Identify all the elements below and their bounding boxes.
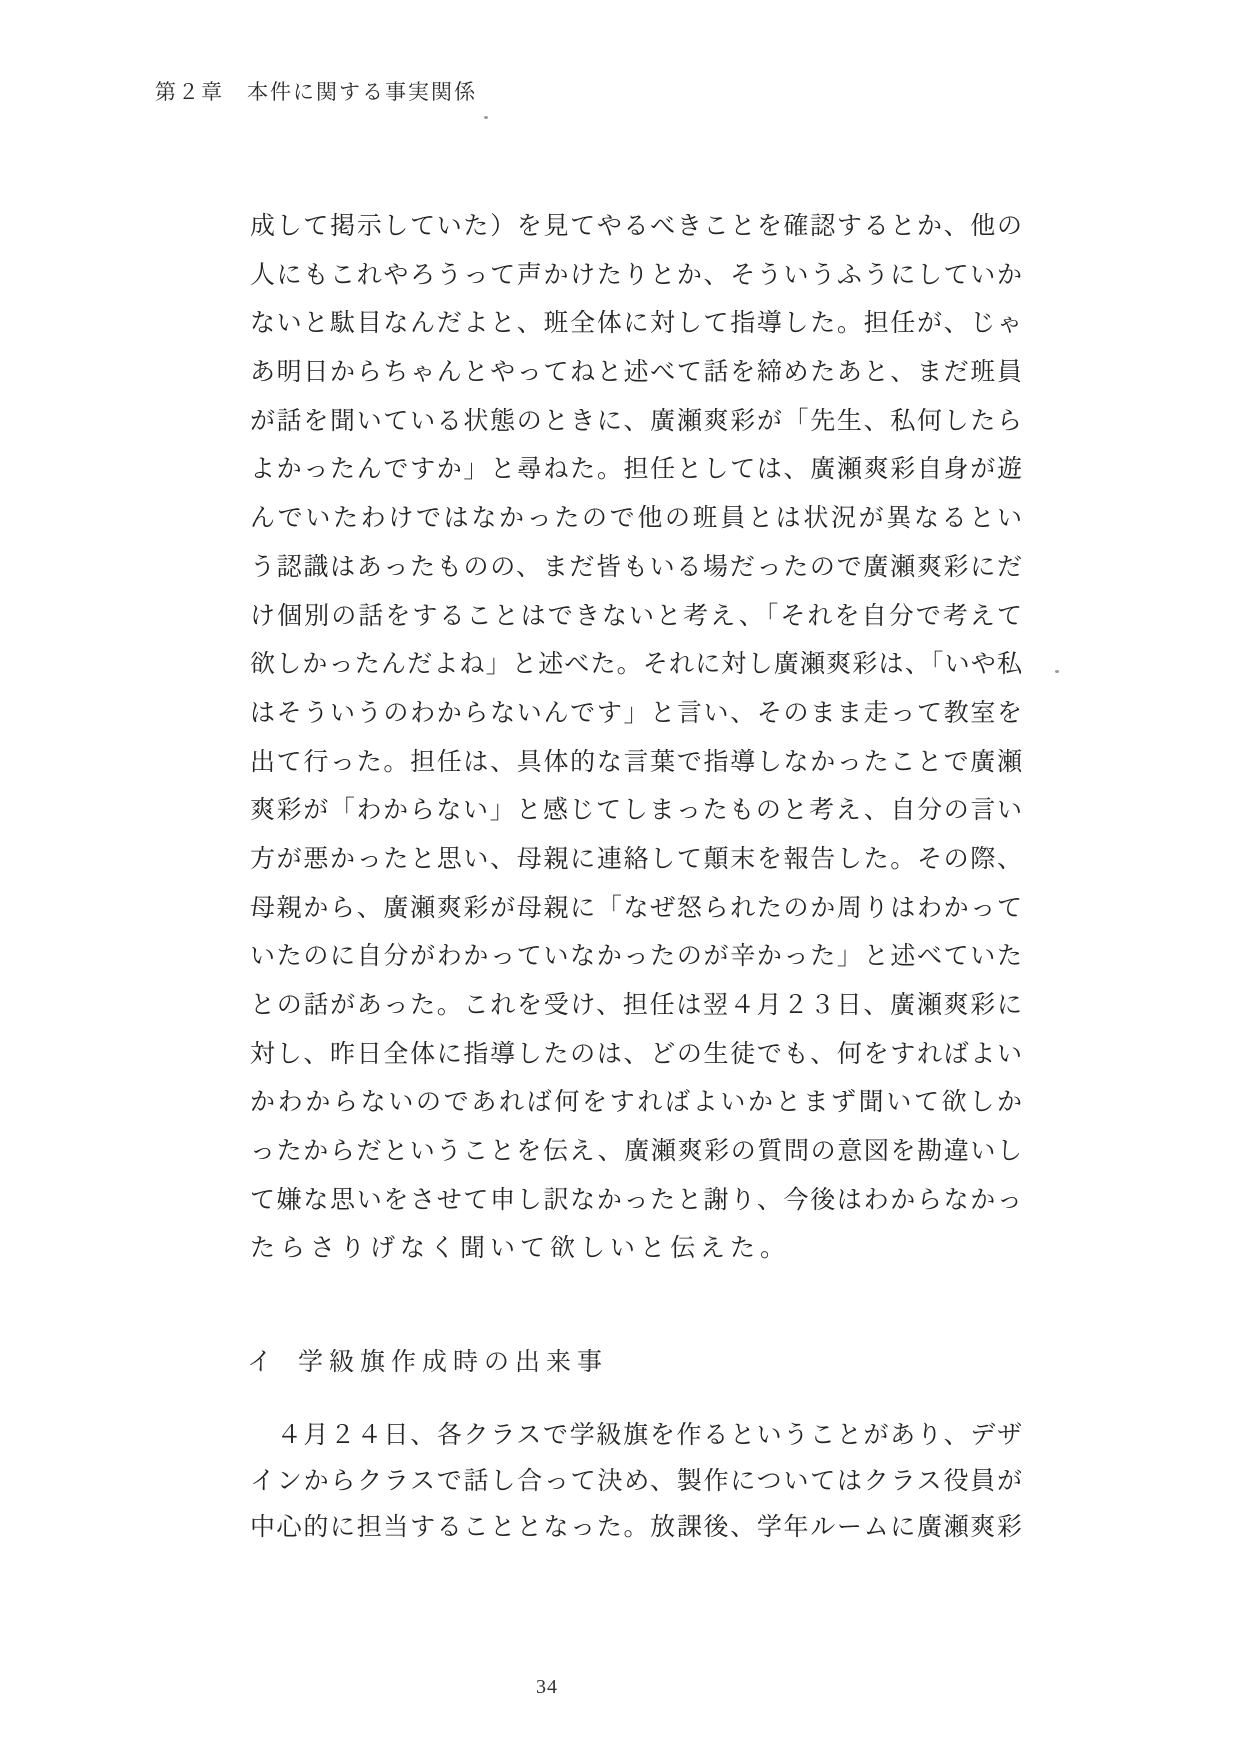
- section-heading-marker: イ: [247, 1349, 273, 1376]
- text-line: 出て行った。担任は、具体的な言葉で指導しなかったことで廣瀬: [250, 748, 1022, 776]
- text-line: 爽彩が「わからない」と感じてしまったものと考え、自分の言い: [250, 797, 1022, 825]
- text-line: たらさりげなく聞いて欲しいと伝えた。: [250, 1235, 791, 1263]
- text-line: う認識はあったものの、まだ皆もいる場だったので廣瀬爽彩にだ: [250, 553, 1022, 581]
- scan-speck: [1055, 670, 1059, 673]
- page-number: 34: [536, 1676, 558, 1698]
- text-line: ったからだということを伝え、廣瀬爽彩の質問の意図を勘違いし: [250, 1138, 1022, 1166]
- section-heading: [247, 1342, 608, 1378]
- text-line: が話を聞いている状態のときに、廣瀬爽彩が「先生、私何したら: [250, 407, 1022, 435]
- text-line: 母親から、廣瀬爽彩が母親に「なぜ怒られたのか周りはわかって: [250, 894, 1022, 922]
- scan-speck: [484, 116, 488, 119]
- text-line: かわからないのであれば何をすればよいかとまず聞いて欲しか: [250, 1089, 1022, 1117]
- text-line: ４月２４日、各クラスで学級旗を作るということがあり、デザ: [250, 1422, 1022, 1449]
- text-line: 方が悪かったと思い、母親に連絡して顛末を報告した。その際、: [250, 845, 1022, 873]
- text-line: んでいたわけではなかったので他の班員とは状況が異なるとい: [250, 505, 1022, 533]
- text-line: 欲しかったんだよね」と述べた。それに対し廣瀬爽彩は、「いや私: [250, 651, 1022, 679]
- text-line: いたのに自分がわかっていなかったのが辛かった」と述べていた: [250, 943, 1022, 971]
- text-line: との話があった。これを受け、担任は翌４月２３日、廣瀬爽彩に: [250, 992, 1022, 1019]
- section-heading-title: 学級旗作成時の出来事: [298, 1349, 609, 1376]
- text-line: はそういうのわからないんです」と言い、そのまま走って教室を: [250, 699, 1022, 727]
- text-line: け個別の話をすることはできないと考え、「それを自分で考えて: [250, 602, 1022, 630]
- text-line: あ明日からちゃんとやってねと述べて話を締めたあと、まだ班員: [250, 359, 1022, 387]
- chapter-header: 第２章 本件に関する事実関係: [155, 80, 477, 104]
- text-line: ないと駄目なんだよと、班全体に対して指導した。担任が、じゃ: [250, 310, 1022, 338]
- text-line: 成して掲示していた）を見てやるべきことを確認するとか、他の: [250, 213, 1022, 240]
- text-line: 対し、昨日全体に指導したのは、どの生徒でも、何をすればよい: [250, 1040, 1022, 1068]
- text-line: 人にもこれやろうって声かけたりとか、そういうふうにしていか: [250, 261, 1022, 289]
- text-line: 中心的に担当することとなった。放課後、学年ルームに廣瀬爽彩: [250, 1514, 1022, 1541]
- text-line: て嫌な思いをさせて申し訳なかったと謝り、今後はわからなかっ: [250, 1186, 1022, 1214]
- text-line: よかったんですか」と尋ねた。担任としては、廣瀬爽彩自身が遊: [250, 456, 1022, 484]
- main-body-paragraph: [250, 203, 1022, 1274]
- second-body-paragraph: [250, 1413, 1022, 1551]
- text-line: インからクラスで話し合って決め、製作についてはクラス役員が: [250, 1468, 1022, 1495]
